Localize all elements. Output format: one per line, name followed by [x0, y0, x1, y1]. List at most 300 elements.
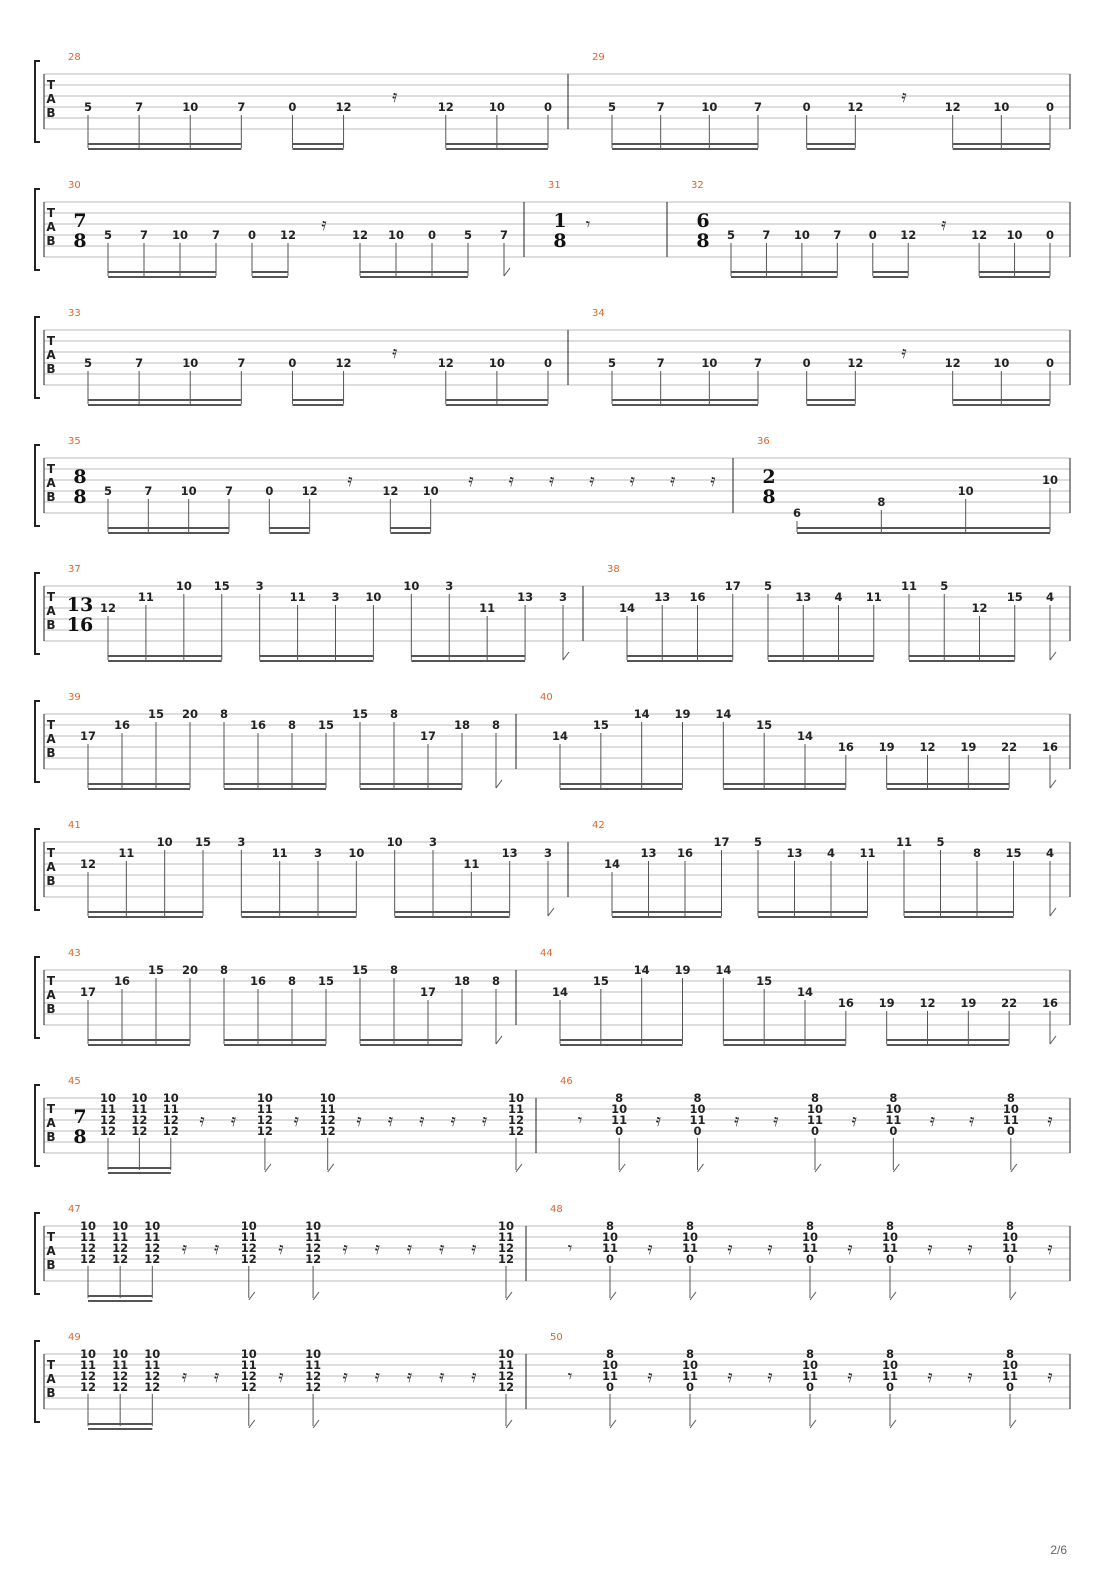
fret-number: 8 [605, 1347, 615, 1361]
fret-number: 7 [237, 100, 246, 114]
note-flag [249, 1292, 255, 1300]
fret-number: 8 [389, 963, 399, 977]
fret-number: 10 [881, 1230, 899, 1244]
fret-number: 0 [868, 228, 877, 242]
rest: 𝄾 [567, 1239, 573, 1259]
rest: 𝄿 [347, 471, 353, 491]
tab-clef-letter: T [46, 1230, 56, 1244]
rest: 𝄿 [482, 1111, 488, 1131]
fret-number: 15 [213, 579, 230, 593]
fret-number: 7 [135, 356, 144, 370]
note-flag [265, 1164, 271, 1172]
measure-number: 43 [68, 948, 81, 959]
fret-number: 12 [437, 356, 454, 370]
system-bracket [35, 701, 40, 782]
fret-number: 12 [919, 996, 936, 1010]
fret-number: 12 [79, 1252, 97, 1266]
fret-number: 11 [1002, 1113, 1019, 1127]
fret-number: 11 [79, 1230, 97, 1244]
beam [88, 404, 241, 406]
fret-number: 8 [1005, 1347, 1015, 1361]
fret-number: 0 [1045, 228, 1055, 242]
fret-number: 12 [144, 1241, 161, 1255]
beam [224, 788, 326, 790]
beam [953, 148, 1050, 150]
beam [768, 655, 874, 657]
rest: 𝄿 [967, 1367, 973, 1387]
note-flag [610, 1292, 616, 1300]
fret-number: 10 [156, 835, 173, 849]
measure-number: 40 [540, 692, 553, 703]
fret-number: 12 [99, 1113, 117, 1127]
fret-number: 11 [305, 1358, 322, 1372]
tab-clef-letter: B [46, 1130, 56, 1144]
fret-number: 12 [131, 1113, 148, 1127]
note-flag [690, 1420, 696, 1428]
fret-number: 10 [387, 228, 405, 242]
fret-number: 10 [689, 1102, 706, 1116]
time-signature-top: 7 [73, 1106, 87, 1128]
note-flag [890, 1292, 896, 1300]
fret-number: 0 [605, 1252, 615, 1266]
fret-number: 0 [810, 1124, 820, 1138]
fret-number: 10 [488, 100, 505, 114]
beam [807, 399, 856, 401]
note-flag [506, 1420, 512, 1428]
beam [88, 1423, 152, 1425]
fret-number: 16 [676, 846, 694, 860]
beam [979, 271, 1050, 273]
beam [252, 276, 288, 278]
fret-number: 10 [131, 1091, 148, 1105]
fret-number: 10 [497, 1347, 515, 1361]
fret-number: 10 [256, 1091, 273, 1105]
rest: 𝄿 [901, 87, 907, 107]
fret-number: 0 [1005, 1380, 1015, 1394]
beam [269, 532, 309, 534]
fret-number: 19 [674, 963, 691, 977]
fret-number: 11 [1001, 1241, 1019, 1255]
beam [560, 788, 683, 790]
fret-number: 12 [99, 1124, 117, 1138]
fret-number: 8 [1006, 1091, 1015, 1105]
fret-number: 15 [317, 974, 335, 988]
beam [627, 660, 733, 662]
fret-number: 12 [497, 1369, 515, 1383]
note-flag [506, 1292, 512, 1300]
fret-number: 10 [793, 228, 810, 242]
tab-clef-letter: T [46, 1358, 56, 1372]
measure-number: 42 [592, 820, 605, 831]
beam [887, 1044, 1010, 1046]
fret-number: 14 [551, 985, 569, 999]
rest: 𝄿 [392, 343, 398, 363]
tab-clef-letter: A [46, 860, 56, 874]
note-flag [698, 1164, 704, 1172]
fret-number: 12 [144, 1380, 161, 1394]
fret-number: 5 [83, 100, 93, 114]
fret-number: 10 [240, 1219, 257, 1233]
fret-number: 11 [895, 835, 913, 849]
fret-number: 11 [801, 1241, 819, 1255]
fret-number: 12 [79, 1241, 97, 1255]
beam [887, 1039, 1010, 1041]
fret-number: 7 [135, 100, 144, 114]
fret-number: 0 [265, 484, 274, 498]
fret-number: 10 [806, 1102, 824, 1116]
fret-number: 3 [543, 846, 553, 860]
rest: 𝄿 [967, 1239, 973, 1259]
rest: 𝄾 [567, 1367, 573, 1387]
beam [807, 148, 856, 150]
fret-number: 11 [256, 1102, 273, 1116]
fret-number: 5 [940, 579, 949, 593]
fret-number: 0 [885, 1252, 895, 1266]
fret-number: 0 [805, 1252, 815, 1266]
rest: 𝄿 [927, 1367, 933, 1387]
rest: 𝄿 [670, 471, 676, 491]
beam [292, 148, 343, 150]
fret-number: 12 [79, 1369, 97, 1383]
fret-number: 10 [182, 356, 199, 370]
measure-number: 28 [68, 52, 81, 63]
fret-number: 8 [1005, 1219, 1015, 1233]
beam [909, 655, 1015, 657]
fret-number: 12 [305, 1241, 322, 1255]
fret-number: 22 [1001, 996, 1018, 1010]
rest: 𝄿 [767, 1239, 773, 1259]
fret-number: 19 [960, 996, 977, 1010]
fret-number: 11 [144, 1358, 161, 1372]
fret-number: 12 [382, 484, 399, 498]
fret-number: 11 [118, 846, 135, 860]
fret-number: 11 [507, 1102, 525, 1116]
rest: 𝄿 [374, 1367, 380, 1387]
tab-clef-letter: T [46, 846, 56, 860]
fret-number: 12 [279, 228, 297, 242]
fret-number: 16 [113, 718, 131, 732]
note-flag [313, 1420, 319, 1428]
fret-number: 10 [1006, 228, 1023, 242]
rest: 𝄿 [927, 1239, 933, 1259]
fret-number: 7 [237, 356, 246, 370]
fret-number: 5 [463, 228, 473, 242]
fret-number: 12 [240, 1369, 257, 1383]
fret-number: 12 [919, 740, 936, 754]
time-signature-bottom: 8 [762, 486, 776, 508]
fret-number: 11 [801, 1369, 819, 1383]
rest: 𝄿 [342, 1239, 348, 1259]
tab-clef-letter: T [46, 1102, 56, 1116]
fret-number: 12 [944, 356, 961, 370]
fret-number: 15 [147, 963, 165, 977]
fret-number: 5 [607, 356, 617, 370]
note-flag [815, 1164, 821, 1172]
beam [768, 660, 874, 662]
page-number: 2/6 [1050, 1543, 1067, 1557]
beam [88, 399, 241, 401]
fret-number: 12 [99, 601, 117, 615]
fret-number: 12 [971, 601, 988, 615]
beam [241, 911, 356, 913]
fret-number: 15 [756, 974, 773, 988]
fret-number: 16 [113, 974, 131, 988]
beam [108, 271, 216, 273]
beam [88, 911, 203, 913]
fret-number: 10 [175, 579, 192, 593]
fret-number: 14 [633, 707, 650, 721]
beam [612, 404, 758, 406]
fret-number: 22 [1001, 740, 1018, 754]
beam [560, 783, 683, 785]
beam [612, 916, 722, 918]
beam [758, 911, 868, 913]
fret-number: 17 [419, 985, 437, 999]
tab-clef-letter: A [46, 476, 56, 490]
measure-number: 44 [540, 948, 553, 959]
fret-number: 16 [249, 718, 267, 732]
tab-clef-letter: T [46, 718, 56, 732]
beam [88, 1295, 152, 1297]
tab-clef-letter: B [46, 1386, 56, 1400]
fret-number: 15 [351, 963, 369, 977]
fret-number: 14 [715, 963, 732, 977]
tab-clef-letter: B [46, 746, 56, 760]
note-flag [893, 1164, 899, 1172]
fret-number: 11 [865, 590, 882, 604]
beam [612, 399, 758, 401]
fret-number: 15 [756, 718, 773, 732]
fret-number: 4 [834, 590, 843, 604]
fret-number: 12 [497, 1252, 515, 1266]
fret-number: 8 [287, 974, 297, 988]
note-flag [610, 1420, 616, 1428]
fret-number: 8 [389, 707, 399, 721]
time-signature-top: 2 [762, 466, 776, 488]
measure-number: 49 [68, 1332, 81, 1343]
fret-number: 10 [305, 1219, 322, 1233]
fret-number: 8 [219, 963, 229, 977]
fret-number: 11 [881, 1241, 899, 1255]
beam [395, 916, 510, 918]
beam [807, 404, 856, 406]
fret-number: 13 [517, 590, 534, 604]
tab-clef-letter: B [46, 490, 56, 504]
time-signature-top: 6 [696, 210, 710, 232]
fret-number: 11 [601, 1369, 619, 1383]
beam [252, 271, 288, 273]
fret-number: 11 [806, 1113, 824, 1127]
measure-number: 47 [68, 1204, 81, 1215]
fret-number: 11 [271, 846, 288, 860]
time-signature-bottom: 8 [73, 1126, 87, 1148]
note-flag [1011, 1164, 1017, 1172]
fret-number: 16 [1041, 996, 1059, 1010]
system-bracket [35, 445, 40, 526]
rest: 𝄿 [199, 1111, 205, 1131]
fret-number: 12 [256, 1124, 273, 1138]
rest: 𝄿 [655, 1111, 661, 1131]
fret-number: 12 [335, 356, 352, 370]
rest: 𝄿 [439, 1367, 445, 1387]
rest: 𝄿 [508, 471, 514, 491]
fret-number: 12 [144, 1252, 161, 1266]
fret-number: 12 [319, 1124, 336, 1138]
rest: 𝄿 [230, 1111, 237, 1131]
fret-number: 7 [753, 100, 763, 114]
tab-clef-letter: A [46, 604, 56, 618]
beam [360, 276, 468, 278]
beam [807, 143, 856, 145]
fret-number: 12 [847, 100, 864, 114]
beam [108, 532, 229, 534]
fret-number: 0 [885, 1380, 895, 1394]
beam [446, 148, 548, 150]
fret-number: 6 [792, 506, 802, 520]
fret-number: 7 [656, 100, 665, 114]
tab-clef-letter: B [46, 362, 56, 376]
system-bracket [35, 829, 40, 910]
beam [723, 1039, 846, 1041]
fret-number: 12 [112, 1369, 129, 1383]
fret-number: 10 [611, 1102, 628, 1116]
beam [108, 655, 222, 657]
beam [269, 527, 309, 529]
system-bracket [35, 61, 40, 142]
fret-number: 17 [419, 729, 437, 743]
fret-number: 8 [805, 1219, 815, 1233]
fret-number: 11 [681, 1369, 699, 1383]
fret-number: 11 [689, 1113, 706, 1127]
fret-number: 7 [224, 484, 234, 498]
fret-number: 11 [681, 1241, 699, 1255]
measure-number: 38 [607, 564, 620, 575]
rest: 𝄿 [356, 1111, 362, 1131]
fret-number: 10 [422, 484, 439, 498]
fret-number: 7 [211, 228, 221, 242]
time-signature-bottom: 16 [66, 614, 94, 636]
rest: 𝄿 [727, 1239, 733, 1259]
beam [758, 916, 868, 918]
note-flag [496, 780, 502, 788]
fret-number: 0 [1006, 1124, 1015, 1138]
tab-clef-letter: T [46, 334, 56, 348]
rest: 𝄿 [293, 1111, 299, 1131]
beam [292, 399, 343, 401]
fret-number: 12 [351, 228, 369, 242]
rest: 𝄿 [450, 1111, 456, 1131]
beam [108, 276, 216, 278]
beam [224, 1044, 326, 1046]
measure-number: 45 [68, 1076, 81, 1087]
fret-number: 10 [79, 1347, 97, 1361]
tab-clef-letter: A [46, 348, 56, 362]
fret-number: 19 [960, 740, 977, 754]
fret-number: 5 [103, 484, 113, 498]
tab-clef-letter: T [46, 590, 56, 604]
fret-number: 10 [386, 835, 403, 849]
beam [360, 1039, 462, 1041]
fret-number: 10 [319, 1091, 336, 1105]
beam [108, 1167, 171, 1169]
beam [953, 399, 1050, 401]
tab-clef-letter: B [46, 234, 56, 248]
fret-number: 8 [491, 974, 501, 988]
fret-number: 12 [971, 228, 988, 242]
fret-number: 12 [305, 1369, 322, 1383]
note-flag [1050, 780, 1056, 788]
beam [108, 660, 222, 662]
system-bracket [35, 573, 40, 654]
fret-number: 0 [889, 1124, 898, 1138]
fret-number: 5 [607, 100, 617, 114]
measure-number: 39 [68, 692, 81, 703]
fret-number: 17 [713, 835, 730, 849]
rest: 𝄿 [342, 1367, 348, 1387]
fret-number: 11 [289, 590, 306, 604]
fret-number: 4 [1045, 846, 1055, 860]
fret-number: 8 [885, 1347, 895, 1361]
fret-number: 20 [181, 707, 199, 721]
fret-number: 8 [889, 1091, 898, 1105]
rest: 𝄿 [468, 471, 474, 491]
rest: 𝄿 [847, 1239, 853, 1259]
fret-number: 11 [497, 1230, 515, 1244]
fret-number: 10 [182, 100, 199, 114]
fret-number: 17 [724, 579, 741, 593]
fret-number: 0 [805, 1380, 815, 1394]
measure-number: 37 [68, 564, 81, 575]
fret-number: 4 [826, 846, 836, 860]
fret-number: 0 [543, 100, 553, 114]
fret-number: 14 [633, 963, 650, 977]
beam [612, 143, 758, 145]
fret-number: 10 [1041, 473, 1059, 487]
note-flag [1010, 1292, 1016, 1300]
fret-number: 8 [805, 1347, 815, 1361]
time-signature-bottom: 8 [553, 230, 567, 252]
fret-number: 7 [139, 228, 149, 242]
rest: 𝄿 [710, 471, 716, 491]
fret-number: 11 [497, 1358, 515, 1372]
rest: 𝄾 [585, 215, 591, 235]
fret-number: 12 [847, 356, 864, 370]
fret-number: 12 [900, 228, 917, 242]
beam [360, 788, 462, 790]
beam [88, 143, 241, 145]
fret-number: 12 [112, 1252, 129, 1266]
fret-number: 11 [859, 846, 876, 860]
fret-number: 11 [479, 601, 496, 615]
fret-number: 5 [763, 579, 773, 593]
fret-number: 8 [491, 718, 501, 732]
note-flag [810, 1292, 816, 1300]
tab-clef-letter: B [46, 618, 56, 632]
fret-number: 0 [802, 100, 811, 114]
fret-number: 12 [319, 1113, 336, 1127]
fret-number: 3 [428, 835, 438, 849]
system-bracket [35, 1341, 40, 1422]
measure-number: 41 [68, 820, 81, 831]
fret-number: 12 [240, 1241, 257, 1255]
fret-number: 15 [592, 974, 609, 988]
beam [88, 783, 190, 785]
measure-number: 33 [68, 308, 81, 319]
fret-number: 10 [993, 356, 1010, 370]
fret-number: 11 [137, 590, 154, 604]
fret-number: 12 [79, 1380, 97, 1394]
fret-number: 3 [313, 846, 323, 860]
